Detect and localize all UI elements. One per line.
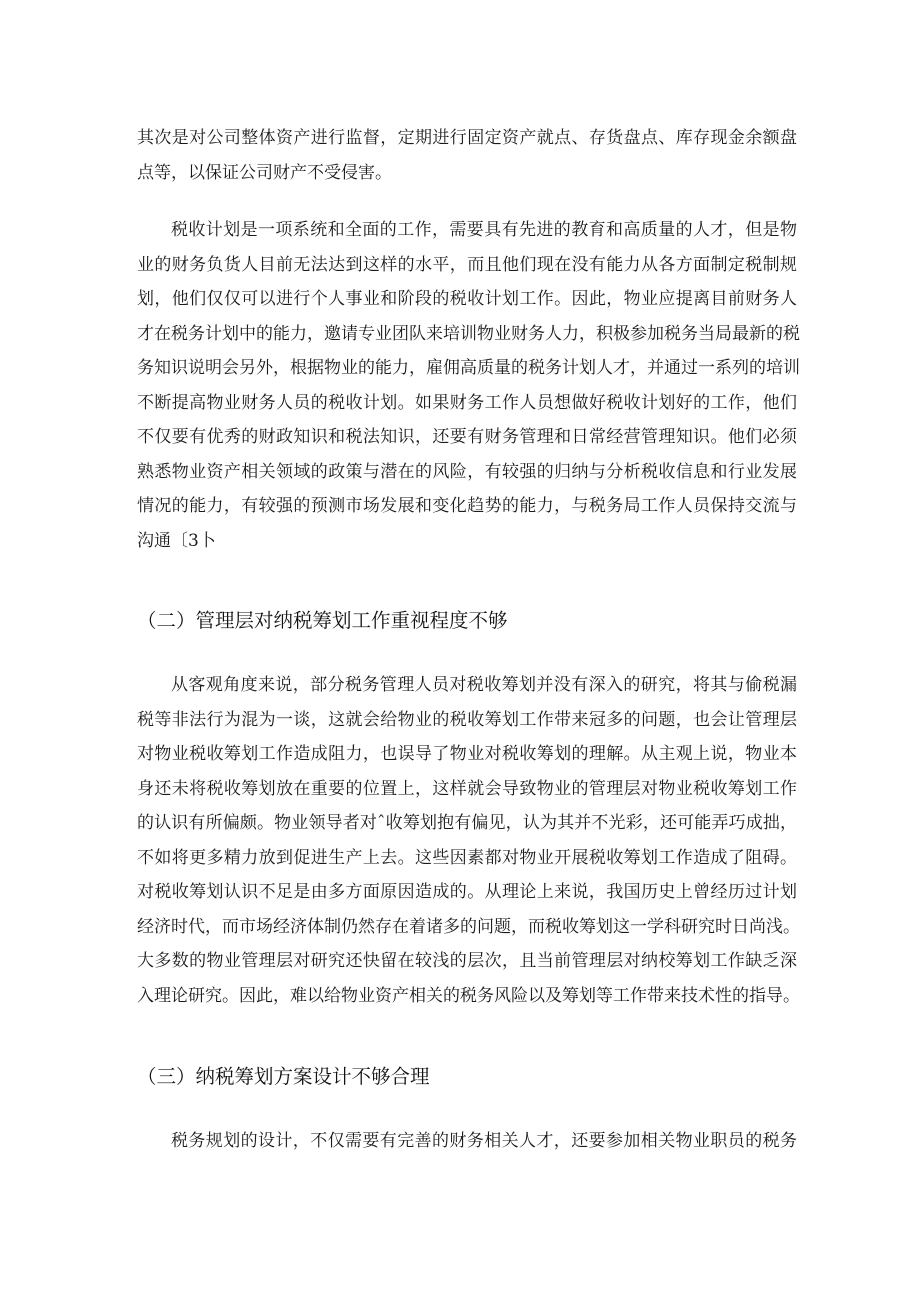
paragraph-line: 税收计划是一项系统和全面的工作，需要具有先进的教育和高质量的人才，但是物 — [171, 220, 797, 240]
paragraph-line: 入理论研究。因此，难以给物业资产相关的税务风险以及筹划等工作带来技术性的指导。 — [137, 985, 800, 1006]
paragraph-line: 不仅要有优秀的财政知识和税法知识，还要有财务管理和日常经营管理知识。他们必须 — [137, 427, 797, 447]
paragraph-line: 划，他们仅仅可以进行个人事业和阶段的税收计划工作。因此，物业应提离目前财务人 — [137, 289, 797, 309]
paragraph-line: 才在税务计划中的能力，邀请专业团队来培训物业财务人力，积极参加税务当局最新的税 — [137, 323, 800, 344]
paragraph-line: 税务规划的设计，不仅需要有完善的财务相关人才，还要参加相关物业职员的税务 — [171, 1131, 797, 1151]
paragraph-management-attention — [137, 668, 800, 1013]
section-heading-2: （二）管理层对纳税筹划工作重视程度不够 — [137, 609, 508, 632]
section-heading-3: （三）纳税筹划方案设计不够合理 — [137, 1065, 430, 1088]
paragraph-line: 从客观角度来说，部分税务管理人员对税收筹划并没有深入的研究，将其与偷税漏 — [171, 675, 797, 695]
paragraph-line: 务知识说明会另外，根据物业的能力，雇佣高质量的税务计划人才，并通过一系列的培训 — [137, 358, 800, 378]
paragraph-line: 税等非法行为混为一谈，这就会给物业的税收筹划工作带来冠多的问题，也会让管理层 — [137, 709, 797, 730]
paragraph-tax-planning-talent — [137, 213, 800, 558]
paragraph-asset-supervision — [137, 121, 797, 190]
paragraph-plan-design — [137, 1124, 797, 1159]
paragraph-line: 熟悉物业资产相关领域的政策与潜在的风险，有较强的归纳与分析税收信息和行业发展 — [137, 461, 797, 482]
paragraph-line: 沟通〔3卜 — [137, 530, 216, 551]
paragraph-line: 对物业税收筹划工作造成阻力，也误导了物业对税收筹划的理解。从主观上说，物业本 — [137, 744, 797, 764]
paragraph-line: 点等，以保证公司财产不受侵害。 — [137, 162, 392, 183]
paragraph-line: 大多数的物业管理层对研究还快留在较浅的层次，且当前管理层对纳校筹划工作缺乏深 — [137, 951, 797, 971]
paragraph-line: 的认识有所偏颇。物业领导者对ˆ收筹划抱有偏见，认为其并不光彩，还可能弄巧成拙， — [137, 813, 797, 833]
paragraph-line: 对税收筹划认识不足是由多方面原因造成的。从理论上来说，我国历史上曾经历过计划 — [137, 882, 797, 902]
paragraph-line: 经济时代，而市场经济体制仍然存在着诸多的问题，而税收筹划这一学科研究时日尚浅。 — [137, 916, 800, 937]
paragraph-line: 不如将更多精力放到促进生产上去。这些因素都对物业开展税收筹划工作造成了阻碍。 — [137, 847, 797, 868]
paragraph-line: 情况的能力，有较强的预测市场发展和变化趋势的能力，与税务局工作人员保持交流与 — [137, 496, 797, 516]
paragraph-line: 其次是对公司整体资产进行监督，定期进行固定资产就点、存货盘点、库存现金余额盘 — [137, 128, 797, 148]
paragraph-line: 业的财务负货人目前无法达到这样的水平，而且他们现在没有能力从各方面制定税制规 — [137, 254, 797, 275]
paragraph-line: 不断提高物业财务人员的税收计划。如果财务工作人员想做好税收计划好的工作，他们 — [137, 392, 797, 413]
paragraph-line: 身还未将税收筹划放在重要的位置上，这样就会导致物业的管理层对物业税收筹划工作 — [137, 778, 797, 799]
